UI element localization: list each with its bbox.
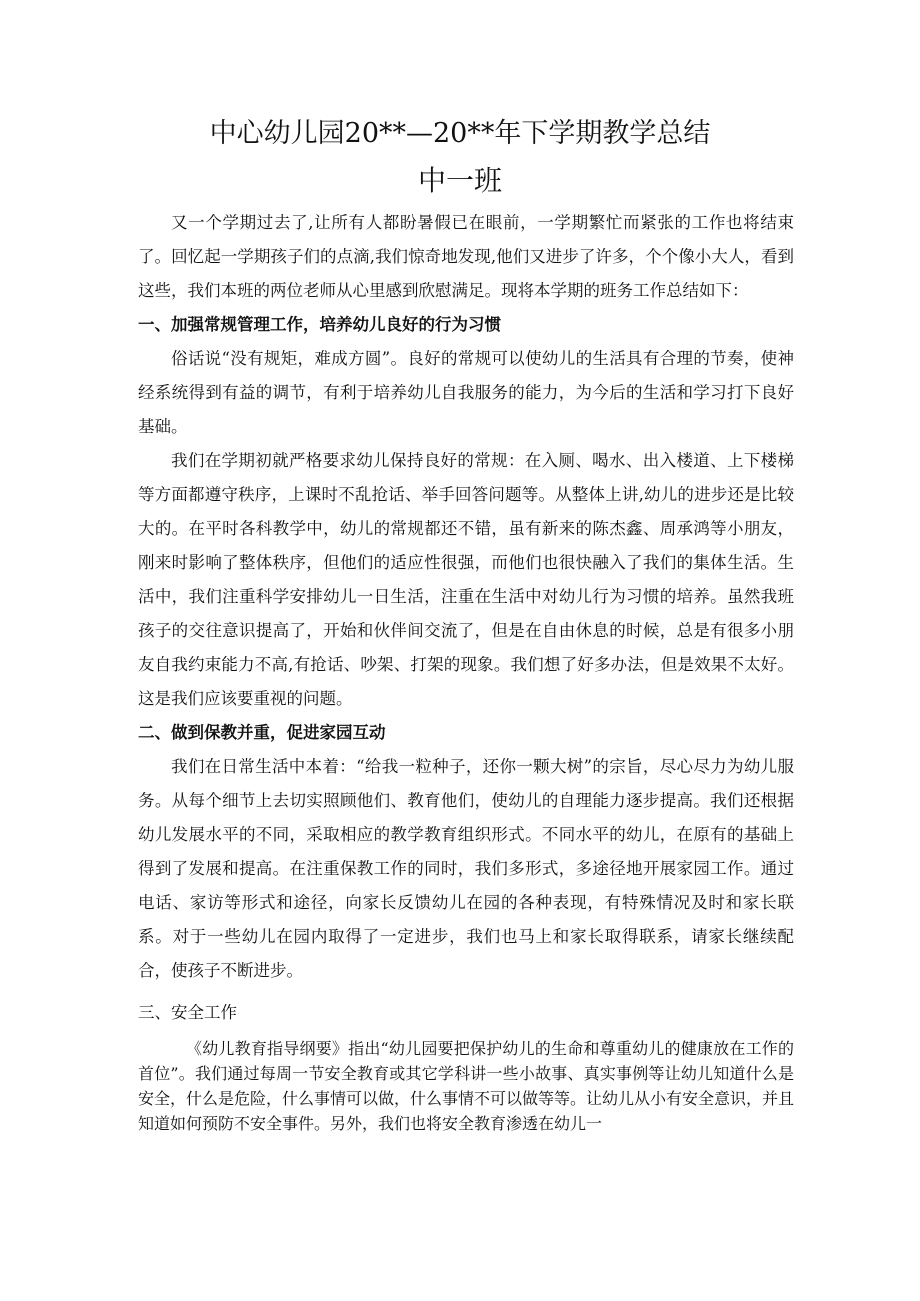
intro-paragraph: 又一个学期过去了,让所有人都盼暑假已在眼前，一学期繁忙而紧张的工作也将结束了。回忆起一学期孩子们的点滴,我们惊奇地发现,他们又进步了许多，个个像小大人，看到这些，我们本班的两位老师从心里感到欣慰满足。现将本学期的班务工作总结如下： <box>138 213 794 300</box>
section-1 <box>138 308 794 716</box>
class-name-subtitle: 中一班 <box>417 164 502 197</box>
document-title: 中心幼儿园20**—20**年下学期教学总结 <box>209 118 711 149</box>
section-3 <box>138 996 794 1136</box>
section-paragraph: 我们在学期初就严格要求幼儿保持良好的常规：在入厕、喝水、出入楼道、上下楼梯等方面都遵守秩序，上课时不乱抢话、举手回答问题等。从整体上讲,幼儿的进步还是比较大的。在平时各科教学中，幼儿的常规都还不错，虽有新来的陈杰鑫、周承鸿等小朋友，刚来时影响了整体秩序，但他们的适应性很强，而他们也很快融入了我们的集体生活。生活中，我们注重科学安排幼儿一日生活，注重在生活中对幼儿行为习惯的培养。虽然我班孩子的交往意识提高了，开始和伙伴间交流了，但是在自由休息的时候，总是有很多小朋友自我约束能力不高,有抢话、吵架、打架的现象。我们想了好多办法，但是效果不太好。这是我们应该要重视的问题。 <box>138 451 794 708</box>
section-heading: 二、做到保教并重，促进家园互动 <box>138 723 386 742</box>
section-heading: 一、加强常规管理工作，培养幼儿良好的行为习惯 <box>138 315 501 334</box>
section-heading: 三、安全工作 <box>138 1003 237 1022</box>
document-body <box>138 206 794 1136</box>
section-paragraph: 我们在日常生活中本着：“给我一粒种子，还你一颗大树”的宗旨，尽心尽力为幼儿服务。从每个细节上去切实照顾他们、教育他们，使幼儿的自理能力逐步提高。我们还根据幼儿发展水平的不同，采取相应的教学教育组织形式。不同水平的幼儿，在原有的基础上得到了发展和提高。在注重保教工作的同时，我们多形式，多途径地开展家园工作。通过电话、家访等形式和途径，向家长反馈幼儿在园的各种表现，有特殊情况及时和家长联系。对于一些幼儿在园内取得了一定进步，我们也马上和家长取得联系，请家长继续配合，使孩子不断进步。 <box>138 757 794 980</box>
section-paragraph: 俗话说“没有规矩，难成方圆”。良好的常规可以使幼儿的生活具有合理的节奏，使神经系统得到有益的调节，有利于培养幼儿自我服务的能力，为今后的生活和学习打下良好基础。 <box>138 349 794 436</box>
section-2 <box>138 716 794 988</box>
section-paragraph: 《幼儿教育指导纲要》指出“幼儿园要把保护幼儿的生命和尊重幼儿的健康放在工作的首位”。我们通过每周一节安全教育或其它学科讲一些小故事、真实事例等让幼儿知道什么是安全，什么是危险，什么事情可以做，什么事情不可以做等等。让幼儿从小有安全意识，并且知道如何预防不安全事件。另外，我们也将安全教育渗透在幼儿一 <box>138 1039 795 1133</box>
